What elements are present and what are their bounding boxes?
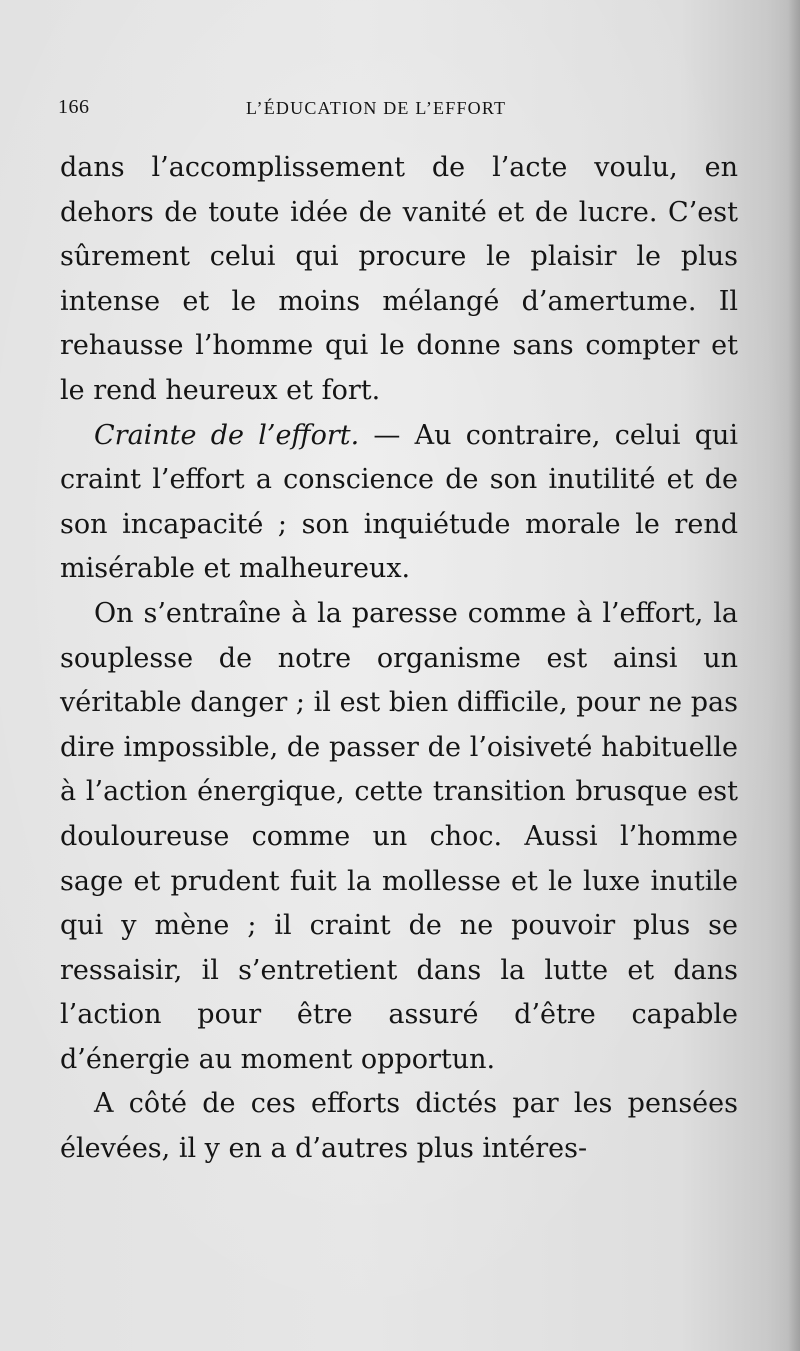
paragraph-4: A côté de ces efforts dictés par les pensées élevées, il y en a d’autres plus intéres-	[60, 1088, 738, 1165]
page-number: 166	[58, 96, 90, 118]
paragraph-2	[60, 414, 738, 592]
paragraph-1: dans l’accomplissement de l’acte voulu, en dehors de toute idée de vanité et de lucre. C’est sûrement celui qui procure le plaisir le plus intense et le moins mélangé d’amertume. Il rehausse l’homme qui le donne sans compter et le rend heureux et fort.	[60, 152, 738, 406]
paragraph-3: On s’entraîne à la paresse comme à l’effort, la souplesse de notre organisme est ainsi un véritable danger ; il est bien difficile, pour ne pas dire impossible, de passer de l’oisiveté habituelle à l’action énergique, cette transition brusque est douloureuse comme un choc. Aussi l’homme sage et prudent fuit la mollesse et le luxe inutile qui y mène ; il craint de ne pouvoir plus se ressaisir, il s’entretient dans la lutte et dans l’action pour être assuré d’être capable d’énergie au moment opportun.	[60, 597, 738, 1075]
paragraph-2-text: — Au contraire, celui qui craint l’effort a conscience de son inutilité et de son incapacité ; son inquiétude morale le rend misérable et malheureux.	[60, 419, 738, 585]
body-text	[60, 146, 738, 1172]
running-header	[58, 96, 558, 126]
page-edge-shadow	[788, 0, 800, 1351]
section-heading-italic: Crainte de l’effort.	[94, 419, 360, 451]
running-title: L’ÉDUCATION DE L’EFFORT	[246, 98, 507, 118]
